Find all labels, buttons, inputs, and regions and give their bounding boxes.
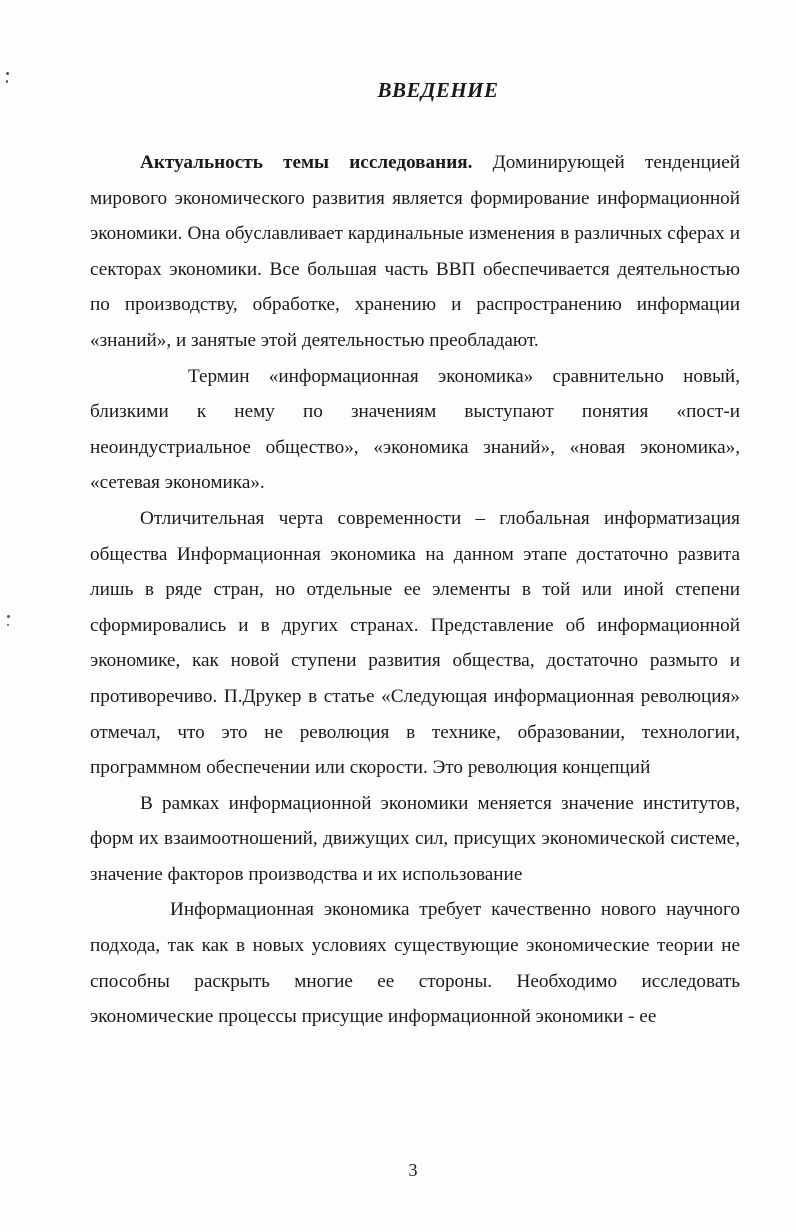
page-title: ВВЕДЕНИЕ [377,78,499,102]
paragraph-text: Доминирующей тенденцией мирового экономического развития является формирование информационной экономики. Она обуславливает кардинальные изменения в различных сферах и секторах экономики. Все большая часть ВВП обеспечивается деятельностью по производству, обработке, хранению и распространению информации «знаний», и занятые этой деятельностью преобладают. [90,152,740,351]
paragraph-term: Термин «информационная экономика» сравнительно новый, близкими к нему по значениям выступают понятия «пост-и неоиндустриальное общество», «экономика знаний», «новая экономика», «сетевая экономика». [90,365,740,494]
paragraph-relevance [90,145,740,359]
paragraph-lead: Актуальность темы исследования. [140,152,473,173]
body-text [90,145,740,1035]
scan-speck [7,615,10,618]
scan-speck [6,72,9,75]
page-number: 3 [408,1160,418,1180]
paragraph-feature: Отличительная черта современности – глобальная информатизация общества Информационная экономика на данном этапе достаточно развита лишь в ряде стран, но отдельные ее элементы в той или иной степени сформировались и в других странах. Представление об информационной экономике, как новой ступени развития общества, достаточно размыто и противоречиво. П.Друкер в статье «Следующая информационная революция» отмечал, что это не революция в технике, образовании, технологии, программном обеспечении или скорости. Это революция концепций [90,507,740,779]
paragraph-institutions: В рамках информационной экономики меняется значение институтов, форм их взаимоотношений, движущих сил, присущих экономической системе, значение факторов производства и их использование [90,792,740,885]
paragraph-approach: Информационная экономика требует качественно нового научного подхода, так как в новых условиях существующие экономические теории не способны раскрыть многие ее стороны. Необходимо исследовать экономические процессы присущие информационной экономики - ее [90,899,740,1028]
scan-speck [7,624,9,626]
